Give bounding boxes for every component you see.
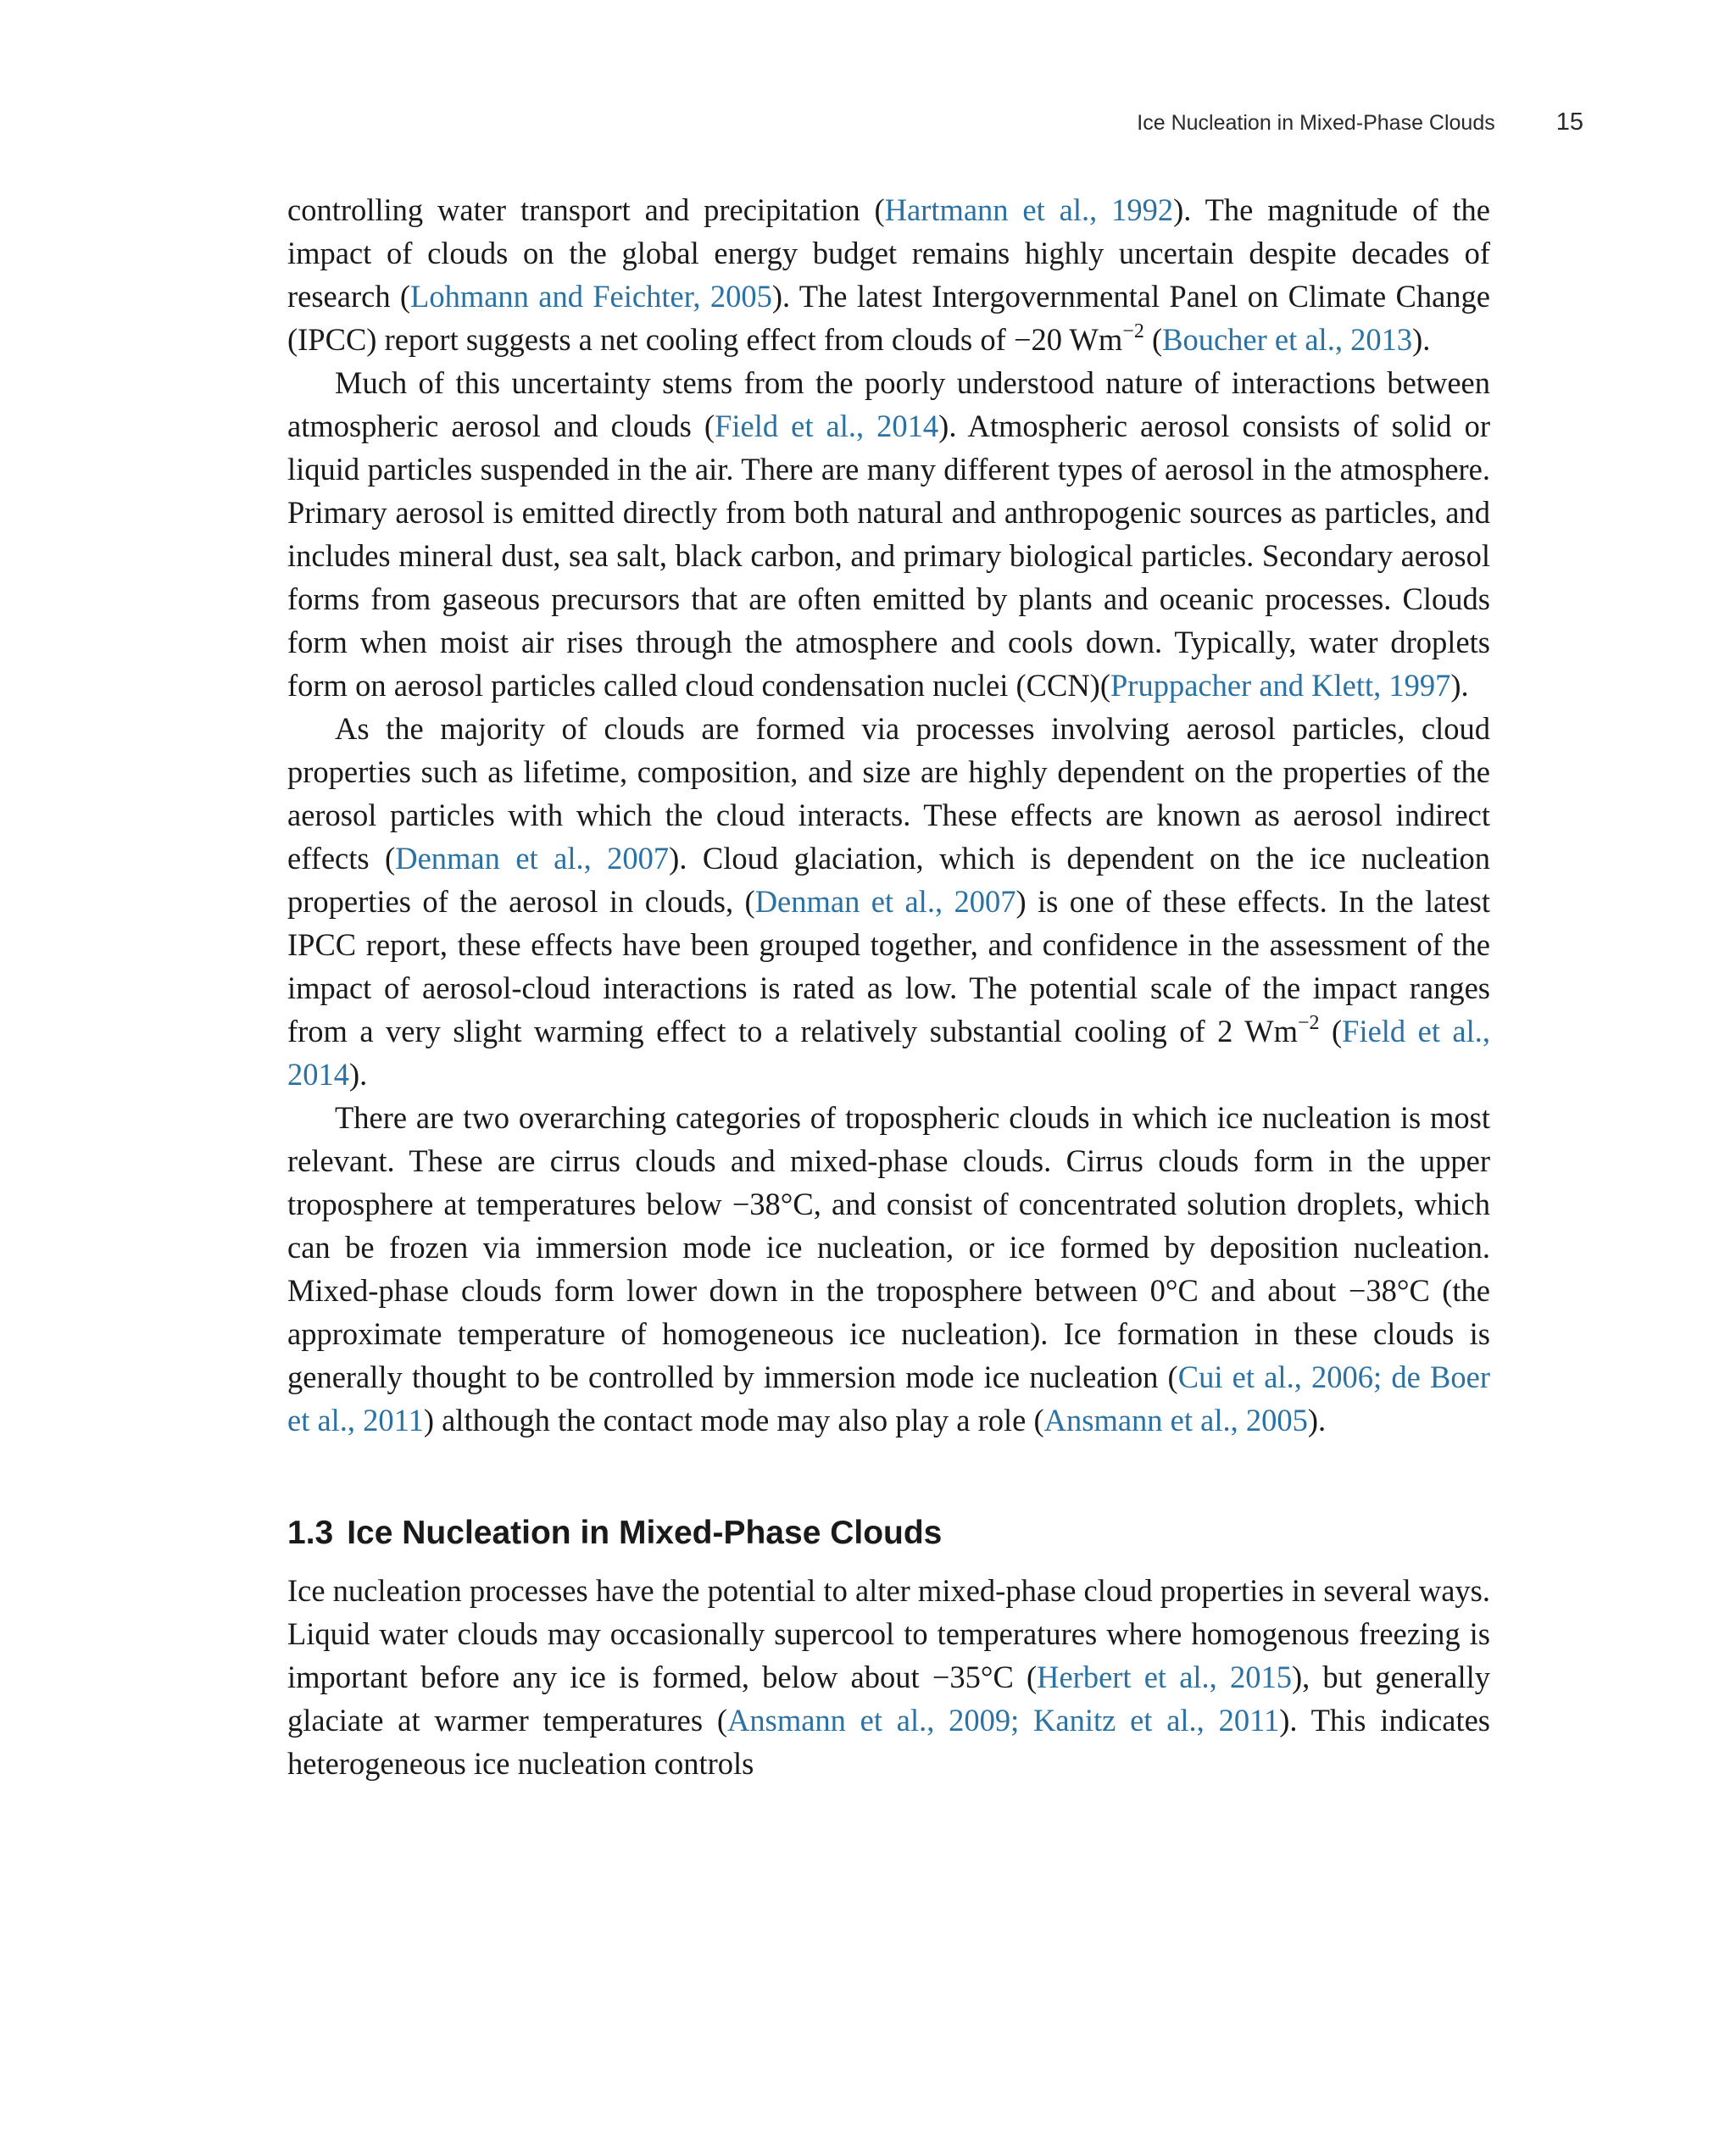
section-heading [287,1510,1490,1557]
text-run: ). [349,1057,368,1092]
text-run: ( [1143,322,1163,357]
page-number: 15 [1555,108,1583,136]
paragraph-4 [287,1096,1490,1442]
paragraph-5 [287,1569,1490,1785]
citation-link[interactable]: Ansmann et al., 2005 [1043,1403,1308,1438]
paragraph-2 [287,361,1490,707]
text-run: Ice nucleation processes have the potential to alter mixed-phase cloud properties in several ways. Liquid water clouds may occasionally supercool to temperatures where homogenous freezing is important before any ice is formed, below about −35°C ( [287,1573,1490,1694]
citation-link[interactable]: Boucher et al., 2013 [1162,322,1413,357]
superscript: −2 [1297,1011,1320,1034]
text-run: ). The magnitude of the impact of clouds on the global energy budget remains highly uncertain despite decades of research ( [287,192,1490,314]
citation-link[interactable]: Pruppacher and Klett, 1997 [1110,668,1451,703]
text-run: ). [1307,1403,1327,1438]
page-body [287,188,1490,1785]
text-run: controlling water transport and precipitation ( [287,192,885,227]
citation-link[interactable]: Field et al., 2014 [287,1014,1491,1092]
citation-link[interactable]: Herbert et al., 2015 [1037,1660,1292,1694]
text-run: There are two overarching categories of tropospheric clouds in which ice nucleation is most relevant. These are cirrus clouds and mixed-phase clouds. Cirrus clouds form in the upper troposphere at temperatures below −38°C, and consist of concentrated solution droplets, which can be frozen via immersion mode ice nucleation, or ice formed by deposition nucleation. Mixed-phase clouds form lower down in the troposphere between 0°C and about −38°C (the approximate temperature of homogeneous ice nucleation). Ice formation in these clouds is generally thought to be controlled by immersion mode ice nucleation ( [287,1100,1490,1394]
text-run: ) is one of these effects. In the latest IPCC report, these effects have been grouped together, and confidence in the assessment of the impact of aerosol-cloud interactions is rated as low. The potential scale of the impact ranges from a very slight warming effect to a relatively substantial cooling of 2 Wm [287,884,1490,1048]
text-run: ) although the contact mode may also play a role ( [423,1403,1044,1438]
running-head [1137,108,1583,136]
text-run: ). Atmospheric aerosol consists of solid or liquid particles suspended in the air. There are many different types of aerosol in the atmosphere. Primary aerosol is emitted directly from both natural and anthropogenic sources as particles, and includes mineral dust, sea salt, black carbon, and primary biological particles. Secondary aerosol forms from gaseous precursors that are often emitted by plants and oceanic processes. Clouds form when moist air rises through the atmosphere and cools down. Typically, water droplets form on aerosol particles called cloud condensation nuclei (CCN)( [287,409,1490,703]
citation-link[interactable]: Hartmann et al., 1992 [884,192,1174,227]
citation-link[interactable]: Denman et al., 2007 [395,841,670,876]
text-run: ). [1450,668,1469,703]
citation-link[interactable]: Ansmann et al., 2009; Kanitz et al., 2011 [727,1703,1280,1738]
paragraph-1 [287,188,1490,361]
paragraph-3 [287,707,1490,1096]
superscript: −2 [1122,320,1144,342]
citation-link[interactable]: Denman et al., 2007 [754,884,1016,919]
text-run: ). This indicates heterogeneous ice nucleation controls [287,1703,1490,1781]
citation-link[interactable]: Cui et al., 2006; de Boer et al., 2011 [287,1360,1490,1438]
section-number: 1.3 [287,1515,334,1551]
citation-link[interactable]: Field et al., 2014 [715,409,939,443]
section-title: Ice Nucleation in Mixed-Phase Clouds [347,1515,943,1551]
text-run: ). Cloud glaciation, which is dependent on the ice nucleation properties of the aerosol in clouds, ( [287,841,1490,919]
text-run: Much of this uncertainty stems from the poorly understood nature of interactions between atmospheric aerosol and clouds ( [287,365,1490,443]
running-title: Ice Nucleation in Mixed-Phase Clouds [1137,111,1495,135]
text-run: ( [1319,1014,1343,1048]
text-run: ). [1412,322,1431,357]
text-run: ), but generally glaciate at warmer temperatures ( [287,1660,1490,1738]
text-run: ). The latest Intergovernmental Panel on Climate Change (IPCC) report suggests a net cooling effect from clouds of −20 Wm [287,279,1490,357]
citation-link[interactable]: Lohmann and Feichter, 2005 [410,279,772,314]
text-run: As the majority of clouds are formed via processes involving aerosol particles, cloud properties such as lifetime, composition, and size are highly dependent on the properties of the aerosol particles with which the cloud interacts. These effects are known as aerosol indirect effects ( [287,711,1490,876]
